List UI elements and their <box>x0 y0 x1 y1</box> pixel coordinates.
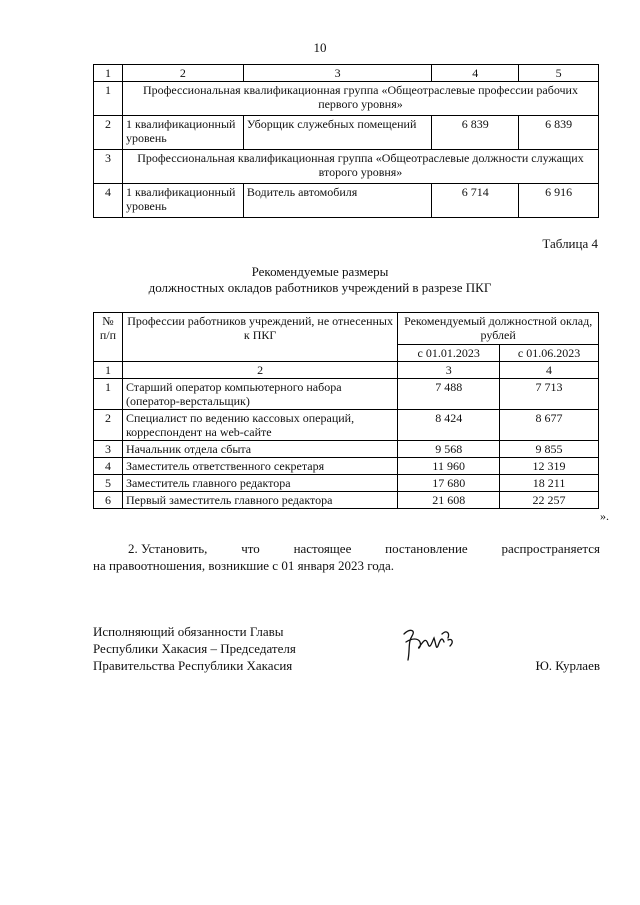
salary-value: 6 714 <box>432 184 519 218</box>
header-date-2: с 01.06.2023 <box>500 345 599 362</box>
group-title: Профессиональная квалификационная группа «Общеотраслевые должности служащих второго уровня» <box>122 150 598 184</box>
table-pkg-continuation <box>93 64 599 218</box>
header-salary: Рекомендуемый должностной оклад, рублей <box>398 313 599 345</box>
profession-name: Старший оператор компьютерного набора (оператор-верстальщик) <box>122 379 397 410</box>
salary-value: 18 211 <box>500 475 599 492</box>
col-number-cell: 4 <box>500 362 599 379</box>
salary-value: 6 916 <box>519 184 599 218</box>
salary-value: 21 608 <box>398 492 500 509</box>
salary-value: 7 488 <box>398 379 500 410</box>
table-row <box>94 441 599 458</box>
signatory-title-line: Республики Хакасия – Председателя <box>93 641 296 656</box>
col-number-cell: 2 <box>122 362 397 379</box>
salary-value: 11 960 <box>398 458 500 475</box>
table-row <box>94 184 599 218</box>
paragraph-word: 2. Установить, <box>128 541 208 556</box>
header-number: № п/п <box>94 313 123 362</box>
table-4 <box>93 312 599 509</box>
position-name: Уборщик служебных помещений <box>243 116 432 150</box>
header-profession: Профессии работников учреждений, не отнесенных к ПКГ <box>122 313 397 362</box>
col-number-cell: 4 <box>432 65 519 82</box>
paragraph-word: что <box>241 541 260 556</box>
salary-value: 9 855 <box>500 441 599 458</box>
handwritten-signature <box>398 620 458 668</box>
table-header-row <box>94 65 599 82</box>
header-date-1: с 01.01.2023 <box>398 345 500 362</box>
table-label: Таблица 4 <box>542 236 598 251</box>
qualification-level: 1 квалификационный уровень <box>122 116 243 150</box>
paragraph-word: постановление <box>385 541 468 556</box>
col-number-cell: 5 <box>519 65 599 82</box>
col-number-cell: 3 <box>243 65 432 82</box>
table-title-line2: должностных окладов работников учреждений в разрезе ПКГ <box>148 280 492 295</box>
table-row <box>94 475 599 492</box>
row-number: 4 <box>94 458 123 475</box>
table-row <box>94 492 599 509</box>
salary-value: 8 677 <box>500 410 599 441</box>
salary-value: 7 713 <box>500 379 599 410</box>
row-number: 4 <box>94 184 123 218</box>
col-number-cell: 2 <box>122 65 243 82</box>
row-number: 5 <box>94 475 123 492</box>
table-header-row <box>94 313 599 345</box>
row-number: 6 <box>94 492 123 509</box>
profession-name: Первый заместитель главного редактора <box>122 492 397 509</box>
salary-value: 22 257 <box>500 492 599 509</box>
signatory-name: Ю. Курлаев <box>535 658 600 673</box>
paragraph-word: распространяется <box>501 541 600 556</box>
table-column-numbers <box>94 362 599 379</box>
table-row <box>94 410 599 441</box>
salary-value: 6 839 <box>432 116 519 150</box>
salary-value: 8 424 <box>398 410 500 441</box>
table-row <box>94 150 599 184</box>
signatory-title-line: Правительства Республики Хакасия <box>93 658 293 673</box>
row-number: 3 <box>94 150 123 184</box>
salary-value: 12 319 <box>500 458 599 475</box>
position-name: Водитель автомобиля <box>243 184 432 218</box>
salary-value: 6 839 <box>519 116 599 150</box>
page-number: 10 <box>313 40 327 55</box>
row-number: 1 <box>94 82 123 116</box>
profession-name: Заместитель ответственного секретаря <box>122 458 397 475</box>
profession-name: Специалист по ведению кассовых операций, корреспондент на web-сайте <box>122 410 397 441</box>
salary-value: 17 680 <box>398 475 500 492</box>
paragraph-line-2: на правоотношения, возникшие с 01 января 2023 года. <box>93 558 394 573</box>
row-number: 2 <box>94 410 123 441</box>
salary-value: 9 568 <box>398 441 500 458</box>
col-number-cell: 1 <box>94 65 123 82</box>
paragraph-line-1 <box>128 541 600 557</box>
table-row <box>94 82 599 116</box>
row-number: 3 <box>94 441 123 458</box>
col-number-cell: 3 <box>398 362 500 379</box>
table-row <box>94 458 599 475</box>
paragraph-word: настоящее <box>293 541 352 556</box>
table-row <box>94 379 599 410</box>
group-title: Профессиональная квалификационная группа «Общеотраслевые профессии рабочих первого уровня» <box>122 82 598 116</box>
profession-name: Заместитель главного редактора <box>122 475 397 492</box>
table-row <box>94 116 599 150</box>
row-number: 1 <box>94 379 123 410</box>
signatory-title <box>93 623 296 674</box>
signatory-title-line: Исполняющий обязанности Главы <box>93 624 284 639</box>
row-number: 2 <box>94 116 123 150</box>
col-number-cell: 1 <box>94 362 123 379</box>
profession-name: Начальник отдела сбыта <box>122 441 397 458</box>
closing-quote: ». <box>600 509 609 523</box>
table-title-line1: Рекомендуемые размеры <box>251 264 389 279</box>
qualification-level: 1 квалификационный уровень <box>122 184 243 218</box>
